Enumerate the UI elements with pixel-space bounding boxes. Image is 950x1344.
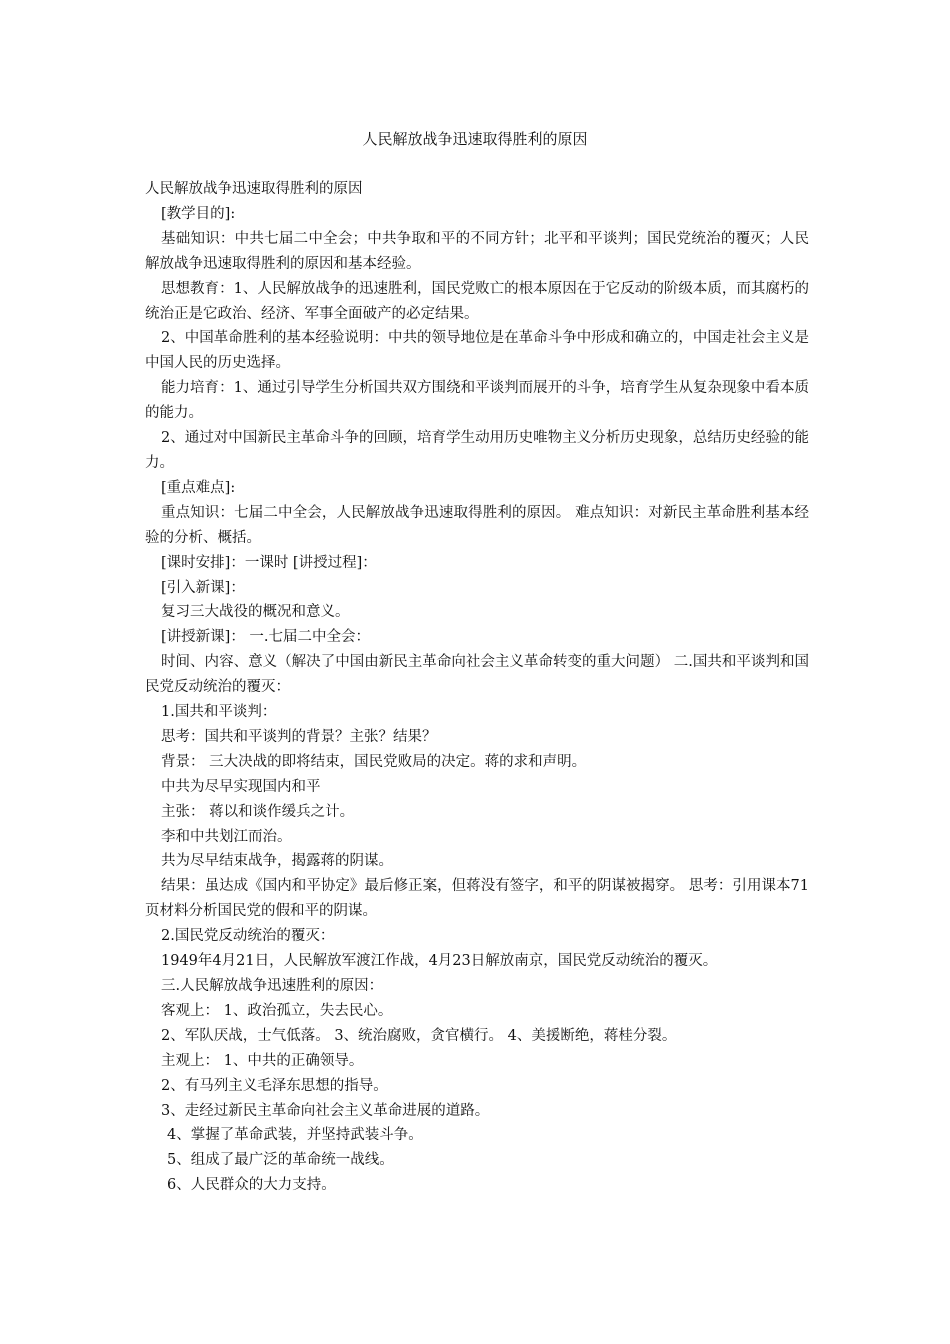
paragraph-think: 思考：国共和平谈判的背景？主张？结果？ [161,728,437,745]
paragraph-review: 复习三大战役的概况和意义。 [161,604,350,621]
paragraph-experience: 2、中国革命胜利的基本经验说明：中共的领导地位是在革命斗争中形成和确立的，中国走社会主义是中国人民的历史选择。 [145,330,809,372]
paragraph-li-divide: 李和中共划江而治。 [161,828,292,845]
paragraph-key-points: [重点难点]: [161,479,236,496]
paragraph-collapse: 2.国民党反动统治的覆灭： [161,928,335,945]
paragraph-subjective-2: 2、有马列主义毛泽东思想的指导。 [161,1077,388,1094]
paragraph-subjective-3: 3、走经过新民主革命向社会主义革命进展的道路。 [161,1102,490,1119]
paragraph-heading: 人民解放战争迅速取得胜利的原因 [145,181,363,197]
paragraph-schedule: [课时安排]：一课时 [讲授过程]： [161,554,377,571]
paragraph-peace-talks: 1.国共和平谈判： [161,704,277,721]
paragraph-result: 结果：虽达成《国内和平协定》最后修正案，但蒋没有签字，和平的阴谋被揭穿。 思考：引用课本71页材料分析国民党的假和平的阴谋。 [145,878,809,920]
paragraph-ability-2: 2、通过对中国新民主革命斗争的回顾，培育学生动用历史唯物主义分析历史现象，总结历史经验的能力。 [145,430,809,471]
document-title: 人民解放战争迅速取得胜利的原因 [362,130,588,148]
paragraph-objective: 客观上： 1、政治孤立，失去民心。 [161,1002,393,1019]
paragraph-expose: 共为尽早结束战争，揭露蒋的阴谋。 [161,853,393,870]
paragraph-new-lesson: [讲授新课]： 一.七届二中全会： [161,629,371,646]
paragraph-time-content: 时间、内容、意义（解决了中国由新民主革命向社会主义革命转变的重大问题） 二.国共和平谈判和国民党反动统治的覆灭： [145,654,809,696]
paragraph-subjective-4: 4、掌握了革命武装，并坚持武装斗争。 [167,1127,423,1144]
paragraph-subjective-5: 5、组成了最广泛的革命统一战线。 [167,1152,394,1169]
paragraph-key-knowledge: 重点知识：七届二中全会，人民解放战争迅速取得胜利的原因。 难点知识：对新民主革命胜利基本经验的分析、概括。 [145,504,809,546]
paragraph-basic-knowledge: 基础知识：中共七届二中全会；中共争取和平的不同方针；北平和平谈判；国民党统治的覆灭；人民解放战争迅速取得胜利的原因和基本经验。 [145,230,809,272]
paragraph-ideological-education: 思想教育：1、人民解放战争的迅速胜利，国民党败亡的根本原因在于它反动的阶级本质，而其腐朽的统治正是它政治、经济、军事全面破产的必定结果。 [145,280,809,322]
paragraph-1949: 1949年4月21日，人民解放军渡江作战，4月23日解放南京，国民党反动统治的覆灭。 [161,953,718,970]
paragraph-reasons: 三.人民解放战争迅速胜利的原因： [161,978,384,994]
paragraph-background: 背景： 三大决战的即将结束，国民党败局的决定。蒋的求和声明。 [161,753,587,770]
paragraph-ccp-peace: 中共为尽早实现国内和平 [161,778,321,795]
paragraph-objective-more: 2、军队厌战，士气低落。 3、统治腐败，贪官横行。 4、美援断绝，蒋桂分裂。 [161,1027,677,1044]
paragraph-position: 主张： 蒋以和谈作缓兵之计。 [161,803,355,820]
document-body [145,177,809,1198]
paragraph-ability-1: 能力培育：1、通过引导学生分析国共双方围绕和平谈判而展开的斗争，培育学生从复杂现象中看本质的能力。 [145,380,809,422]
paragraph-subjective-6: 6、人民群众的大力支持。 [167,1177,336,1194]
paragraph-teaching-goals: [教学目的]: [161,205,236,222]
paragraph-subjective: 主观上： 1、中共的正确领导。 [161,1052,364,1069]
paragraph-intro: [引入新课]： [161,579,245,596]
